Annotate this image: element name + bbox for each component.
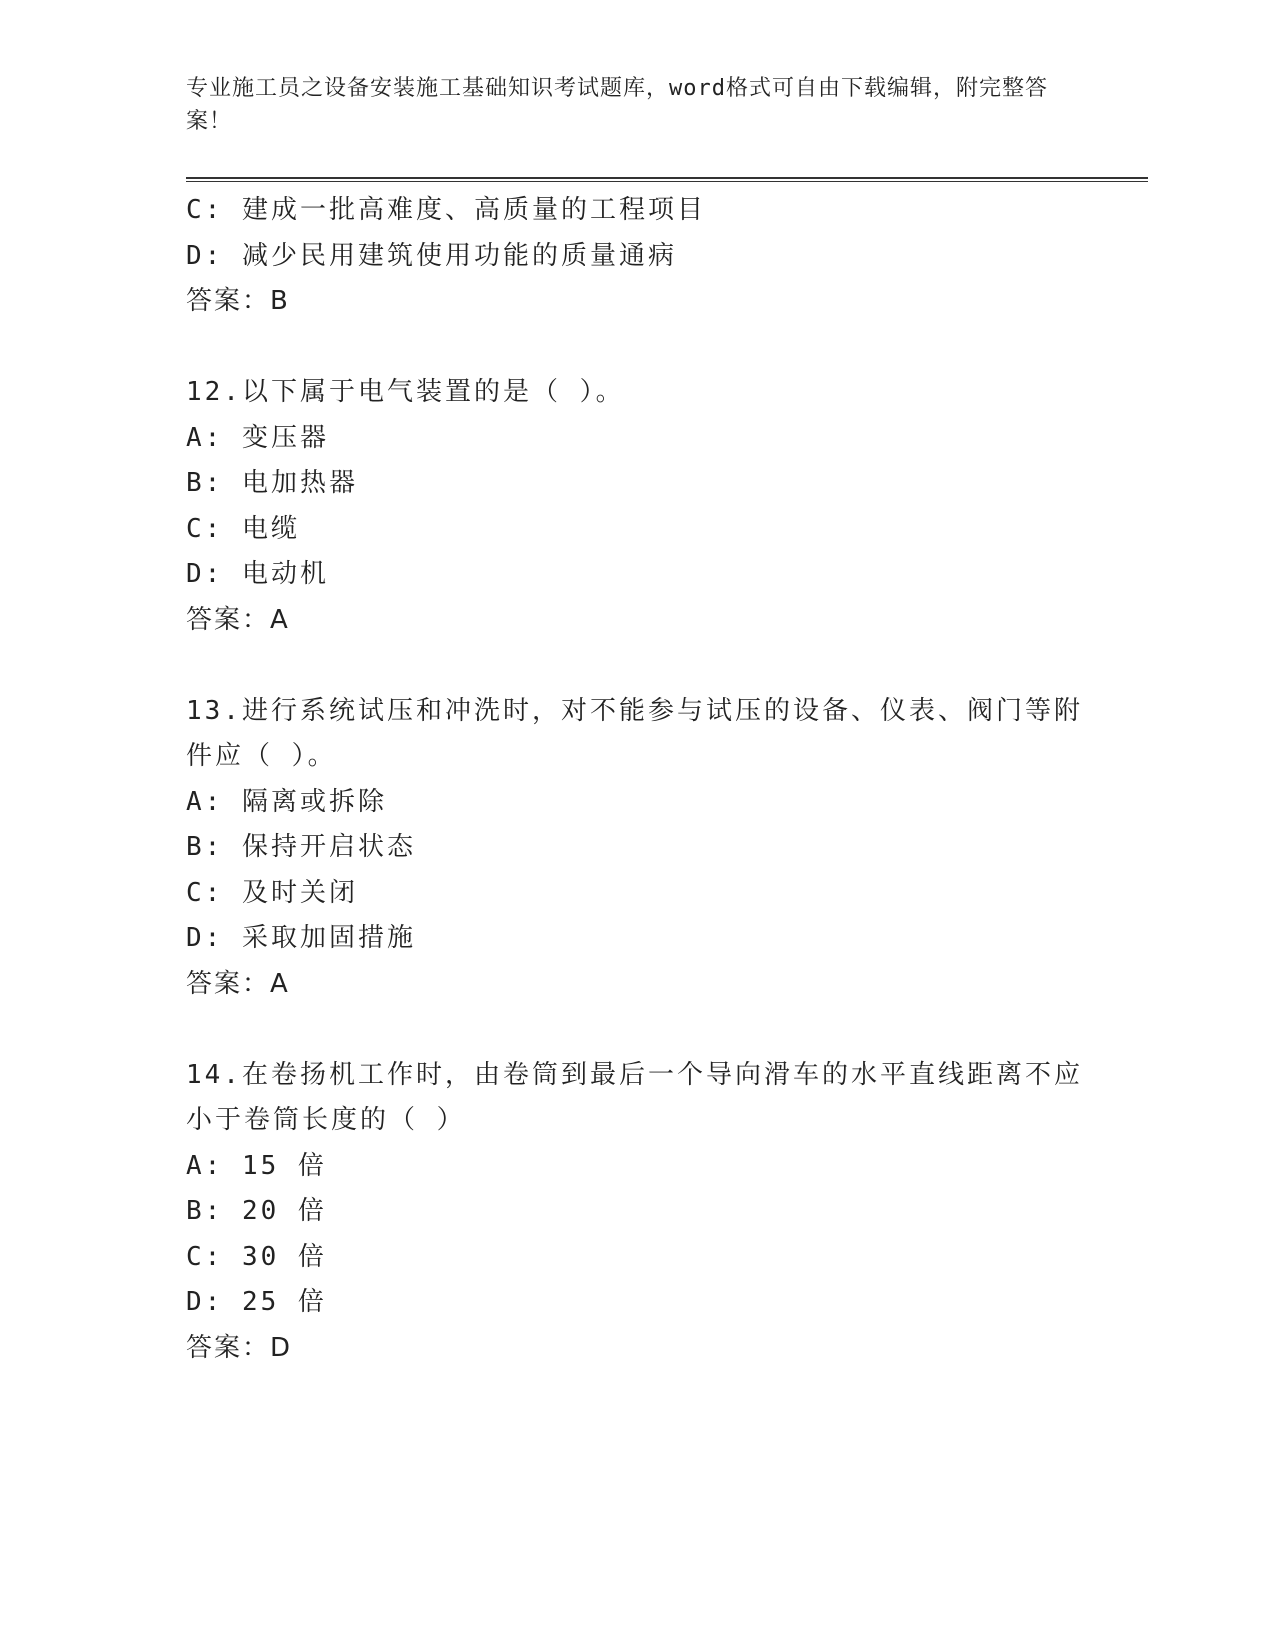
- option-b: B: 20 倍: [186, 1196, 327, 1226]
- answer-line: 答案：A: [186, 968, 290, 999]
- option-d: D: 电动机: [186, 559, 329, 589]
- document-header: 专业施工员之设备安装施工基础知识考试题库，word格式可自由下载编辑，附完整答案！: [186, 76, 1048, 134]
- option-c: C: 电缆: [186, 513, 300, 544]
- answer-line: 答案：A: [186, 604, 290, 635]
- question-stem-line-2: 件应（ ）。: [186, 741, 337, 771]
- option-d: D: 25 倍: [186, 1287, 327, 1317]
- question-stem-line-1: 13.进行系统试压和冲洗时，对不能参与试压的设备、仪表、阀门等附: [186, 695, 1083, 726]
- option-a: A: 15 倍: [186, 1150, 327, 1181]
- option-c: C: 及时关闭: [186, 877, 358, 908]
- option-b: B: 保持开启状态: [186, 832, 416, 862]
- option-d: D: 采取加固措施: [186, 923, 416, 953]
- option-b: B: 电加热器: [186, 468, 358, 498]
- option-d: D: 减少民用建筑使用功能的质量通病: [186, 240, 677, 271]
- header-divider: [186, 177, 1148, 182]
- option-c: C: 建成一批高难度、高质量的工程项目: [186, 195, 706, 225]
- spacer: [186, 325, 1086, 371]
- question-stem-line-2: 小于卷筒长度的（ ）: [186, 1105, 466, 1135]
- option-c: C: 30 倍: [186, 1241, 327, 1272]
- question-stem-line-1: 14.在卷扬机工作时，由卷筒到最后一个导向滑车的水平直线距离不应: [186, 1059, 1083, 1090]
- question-11-continued: [186, 188, 1086, 325]
- spacer: [186, 643, 1086, 689]
- question-stem: 12.以下属于电气装置的是（ ）。: [186, 377, 625, 407]
- question-list: [186, 188, 1086, 1371]
- option-a: A: 变压器: [186, 422, 329, 453]
- spacer: [186, 1007, 1086, 1053]
- question-13: [186, 689, 1086, 1008]
- answer-line: 答案：B: [186, 286, 290, 316]
- answer-line: 答案：D: [186, 1332, 293, 1363]
- question-14: [186, 1053, 1086, 1372]
- option-a: A: 隔离或拆除: [186, 786, 387, 817]
- question-12: [186, 370, 1086, 643]
